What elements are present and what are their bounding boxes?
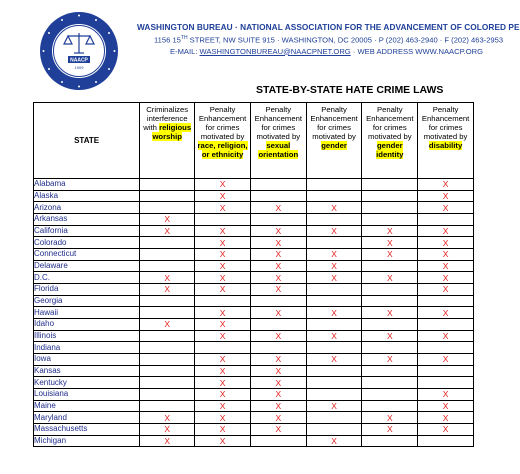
- law-mark-cell: X: [195, 272, 251, 284]
- law-mark-cell: [140, 330, 195, 342]
- law-mark-cell: X: [195, 249, 251, 261]
- law-mark-cell: X: [195, 365, 251, 377]
- law-mark-cell: [140, 365, 195, 377]
- law-mark-cell: [140, 400, 195, 412]
- column-header-religious-worship: [140, 103, 195, 179]
- law-mark-cell: [418, 319, 474, 331]
- table-row: [34, 365, 474, 377]
- column-header-gender-identity: [362, 103, 418, 179]
- law-mark-cell: [362, 342, 418, 354]
- law-mark-cell: [195, 214, 251, 226]
- law-mark-cell: X: [362, 237, 418, 249]
- law-mark-cell: [306, 365, 362, 377]
- law-mark-cell: X: [195, 179, 251, 191]
- state-name-cell: Maine: [34, 400, 140, 412]
- law-mark-cell: X: [418, 190, 474, 202]
- law-mark-cell: X: [195, 400, 251, 412]
- law-mark-cell: [306, 342, 362, 354]
- seal-name-text: NAACP: [70, 57, 88, 64]
- law-mark-cell: X: [140, 412, 195, 424]
- law-mark-cell: X: [195, 412, 251, 424]
- table-row: [34, 354, 474, 366]
- law-mark-cell: X: [195, 424, 251, 436]
- law-mark-cell: X: [195, 260, 251, 272]
- law-mark-cell: X: [195, 237, 251, 249]
- law-mark-cell: [195, 295, 251, 307]
- table-row: [34, 377, 474, 389]
- law-mark-cell: X: [418, 202, 474, 214]
- state-name-cell: Colorado: [34, 237, 140, 249]
- law-mark-cell: X: [195, 435, 251, 447]
- law-mark-cell: X: [306, 260, 362, 272]
- state-name-cell: Georgia: [34, 295, 140, 307]
- law-mark-cell: [250, 342, 306, 354]
- page-title: STATE-BY-STATE HATE CRIME LAWS: [256, 84, 444, 96]
- column-header-highlight: gender identity: [376, 141, 404, 159]
- table-row: [34, 342, 474, 354]
- law-mark-cell: [362, 389, 418, 401]
- law-mark-cell: X: [362, 272, 418, 284]
- law-mark-cell: [362, 260, 418, 272]
- law-mark-cell: X: [195, 225, 251, 237]
- law-mark-cell: X: [140, 435, 195, 447]
- law-mark-cell: X: [140, 319, 195, 331]
- law-mark-cell: [306, 214, 362, 226]
- column-header-highlight: religious worship: [152, 123, 192, 141]
- law-mark-cell: [140, 354, 195, 366]
- law-mark-cell: X: [195, 354, 251, 366]
- column-header-text: Penalty Enhancement for crimes motivated by: [421, 105, 470, 141]
- law-mark-cell: X: [306, 202, 362, 214]
- law-mark-cell: [306, 412, 362, 424]
- law-mark-cell: [306, 284, 362, 296]
- law-mark-cell: [418, 365, 474, 377]
- state-name-cell: Massachusetts: [34, 424, 140, 436]
- law-mark-cell: X: [418, 225, 474, 237]
- law-mark-cell: [306, 237, 362, 249]
- state-name-cell: Delaware: [34, 260, 140, 272]
- law-mark-cell: X: [250, 284, 306, 296]
- law-mark-cell: [362, 365, 418, 377]
- law-mark-cell: X: [418, 412, 474, 424]
- table-row: [34, 202, 474, 214]
- law-mark-cell: X: [140, 214, 195, 226]
- law-mark-cell: [362, 284, 418, 296]
- law-mark-cell: [362, 214, 418, 226]
- law-mark-cell: X: [418, 424, 474, 436]
- law-mark-cell: [250, 190, 306, 202]
- address-ordinal: TH: [180, 35, 188, 41]
- column-header-highlight: gender: [321, 141, 347, 150]
- law-mark-cell: [306, 190, 362, 202]
- law-mark-cell: X: [250, 260, 306, 272]
- column-header-text: Criminalizes interference with: [143, 105, 189, 132]
- law-mark-cell: X: [306, 307, 362, 319]
- state-name-cell: Maryland: [34, 412, 140, 424]
- state-name-cell: Florida: [34, 284, 140, 296]
- law-mark-cell: [140, 190, 195, 202]
- state-name-cell: Indiana: [34, 342, 140, 354]
- law-mark-cell: X: [418, 330, 474, 342]
- law-mark-cell: X: [250, 225, 306, 237]
- column-header-disability: [418, 103, 474, 179]
- state-name-cell: Alaska: [34, 190, 140, 202]
- law-mark-cell: [306, 377, 362, 389]
- table-row: [34, 330, 474, 342]
- law-mark-cell: X: [140, 284, 195, 296]
- law-mark-cell: X: [306, 354, 362, 366]
- law-mark-cell: [362, 202, 418, 214]
- law-mark-cell: [418, 214, 474, 226]
- law-mark-cell: [362, 295, 418, 307]
- column-header-highlight: disability: [428, 141, 463, 150]
- state-name-cell: Iowa: [34, 354, 140, 366]
- column-header-highlight: race, religion, or ethnicity: [197, 141, 248, 159]
- web-address: · WEB ADDRESS WWW.NAACP.ORG: [350, 46, 484, 56]
- law-mark-cell: X: [362, 249, 418, 261]
- law-mark-cell: X: [195, 307, 251, 319]
- table-row: [34, 435, 474, 447]
- table-row: [34, 295, 474, 307]
- law-mark-cell: X: [418, 272, 474, 284]
- law-mark-cell: [418, 435, 474, 447]
- address-part-2: STREET, NW SUITE 915 · WASHINGTON, DC 20005 · P (202) 463-2940 · F (202) 463-2953: [187, 35, 504, 45]
- state-name-cell: Michigan: [34, 435, 140, 447]
- letterhead: [137, 22, 520, 56]
- law-mark-cell: X: [362, 330, 418, 342]
- law-mark-cell: X: [195, 330, 251, 342]
- law-mark-cell: X: [418, 249, 474, 261]
- email-label: E-MAIL:: [170, 46, 200, 56]
- state-name-cell: Arkansas: [34, 214, 140, 226]
- law-mark-cell: X: [418, 389, 474, 401]
- state-name-cell: Idaho: [34, 319, 140, 331]
- law-mark-cell: X: [362, 412, 418, 424]
- law-mark-cell: [250, 295, 306, 307]
- table-row: [34, 272, 474, 284]
- law-mark-cell: X: [250, 400, 306, 412]
- table-row: [34, 424, 474, 436]
- table-row: [34, 389, 474, 401]
- table-row: [34, 237, 474, 249]
- table-row: [34, 214, 474, 226]
- law-mark-cell: X: [306, 330, 362, 342]
- law-mark-cell: [362, 435, 418, 447]
- table-row: [34, 190, 474, 202]
- law-mark-cell: [362, 377, 418, 389]
- law-mark-cell: X: [362, 354, 418, 366]
- column-header-text: Penalty Enhancement for crimes motivated by: [254, 105, 303, 141]
- law-mark-cell: X: [418, 260, 474, 272]
- column-header-text: Penalty Enhancement for crimes motivated by: [198, 105, 247, 141]
- law-mark-cell: X: [195, 389, 251, 401]
- law-mark-cell: [140, 179, 195, 191]
- law-mark-cell: [140, 202, 195, 214]
- law-mark-cell: [140, 295, 195, 307]
- law-mark-cell: [362, 400, 418, 412]
- table-body: [34, 179, 474, 447]
- law-mark-cell: X: [362, 424, 418, 436]
- law-mark-cell: [140, 389, 195, 401]
- law-mark-cell: [306, 179, 362, 191]
- law-mark-cell: X: [195, 319, 251, 331]
- law-mark-cell: X: [418, 237, 474, 249]
- law-mark-cell: X: [195, 190, 251, 202]
- law-mark-cell: [306, 389, 362, 401]
- table-row: [34, 225, 474, 237]
- law-mark-cell: [362, 179, 418, 191]
- law-mark-cell: X: [250, 354, 306, 366]
- law-mark-cell: X: [250, 412, 306, 424]
- table-row: [34, 179, 474, 191]
- state-name-cell: Alabama: [34, 179, 140, 191]
- law-mark-cell: [250, 319, 306, 331]
- law-mark-cell: X: [250, 389, 306, 401]
- law-mark-cell: [250, 214, 306, 226]
- law-mark-cell: [306, 295, 362, 307]
- law-mark-cell: [140, 307, 195, 319]
- law-mark-cell: [140, 377, 195, 389]
- table-row: [34, 307, 474, 319]
- law-mark-cell: X: [250, 237, 306, 249]
- state-name-cell: Louisiana: [34, 389, 140, 401]
- law-mark-cell: X: [362, 307, 418, 319]
- table-row: [34, 284, 474, 296]
- table-row: [34, 249, 474, 261]
- table-row: [34, 319, 474, 331]
- table-row: [34, 260, 474, 272]
- law-mark-cell: X: [306, 225, 362, 237]
- law-mark-cell: X: [195, 284, 251, 296]
- law-mark-cell: [306, 319, 362, 331]
- law-mark-cell: X: [362, 225, 418, 237]
- law-mark-cell: [140, 237, 195, 249]
- email-link[interactable]: WASHINGTONBUREAU@NAACPNET.ORG: [199, 46, 351, 56]
- law-mark-cell: [140, 260, 195, 272]
- law-mark-cell: [362, 190, 418, 202]
- table-row: [34, 400, 474, 412]
- law-mark-cell: X: [418, 179, 474, 191]
- state-name-cell: California: [34, 225, 140, 237]
- column-header-state: STATE: [34, 103, 140, 179]
- law-mark-cell: [418, 295, 474, 307]
- column-header-text: Penalty Enhancement for crimes motivated by: [366, 105, 414, 141]
- hate-crime-laws-table: [33, 102, 474, 447]
- law-mark-cell: X: [306, 249, 362, 261]
- state-name-cell: D.C.: [34, 272, 140, 284]
- law-mark-cell: X: [195, 202, 251, 214]
- law-mark-cell: X: [418, 284, 474, 296]
- law-mark-cell: [250, 435, 306, 447]
- law-mark-cell: X: [250, 377, 306, 389]
- law-mark-cell: [140, 342, 195, 354]
- column-header-text: Penalty Enhancement for crimes motivated by: [310, 105, 358, 141]
- law-mark-cell: X: [250, 365, 306, 377]
- column-header-race-religion-ethnicity: [195, 103, 251, 179]
- law-mark-cell: X: [306, 400, 362, 412]
- state-name-cell: Hawaii: [34, 307, 140, 319]
- column-header-sexual-orientation: [250, 103, 306, 179]
- state-name-cell: Connecticut: [34, 249, 140, 261]
- law-mark-cell: X: [418, 400, 474, 412]
- law-mark-cell: X: [418, 354, 474, 366]
- law-mark-cell: X: [250, 272, 306, 284]
- law-mark-cell: [140, 249, 195, 261]
- seal-year-text: 1909: [74, 65, 84, 70]
- law-mark-cell: X: [140, 225, 195, 237]
- law-mark-cell: [306, 424, 362, 436]
- column-header-gender: [306, 103, 362, 179]
- naacp-seal-logo: [39, 11, 119, 91]
- law-mark-cell: X: [306, 435, 362, 447]
- law-mark-cell: [418, 377, 474, 389]
- law-mark-cell: X: [195, 377, 251, 389]
- law-mark-cell: [418, 342, 474, 354]
- law-mark-cell: [195, 342, 251, 354]
- state-name-cell: Kansas: [34, 365, 140, 377]
- state-name-cell: Illinois: [34, 330, 140, 342]
- law-mark-cell: X: [250, 249, 306, 261]
- law-mark-cell: X: [140, 424, 195, 436]
- table-header-row: [34, 103, 474, 179]
- law-mark-cell: X: [250, 307, 306, 319]
- letterhead-address: [154, 35, 520, 45]
- law-mark-cell: X: [306, 272, 362, 284]
- address-part-1: 1156 15: [154, 35, 181, 45]
- law-mark-cell: X: [250, 330, 306, 342]
- table-row: [34, 412, 474, 424]
- law-mark-cell: X: [250, 424, 306, 436]
- law-mark-cell: X: [250, 202, 306, 214]
- law-mark-cell: X: [140, 272, 195, 284]
- letterhead-contact: [170, 47, 520, 56]
- law-mark-cell: X: [418, 307, 474, 319]
- law-mark-cell: [250, 179, 306, 191]
- letterhead-organization: WASHINGTON BUREAU · NATIONAL ASSOCIATION FOR THE ADVANCEMENT OF COLORED PE: [137, 22, 520, 32]
- state-name-cell: Arizona: [34, 202, 140, 214]
- law-mark-cell: [362, 319, 418, 331]
- column-header-highlight: sexual orientation: [258, 141, 299, 159]
- state-name-cell: Kentucky: [34, 377, 140, 389]
